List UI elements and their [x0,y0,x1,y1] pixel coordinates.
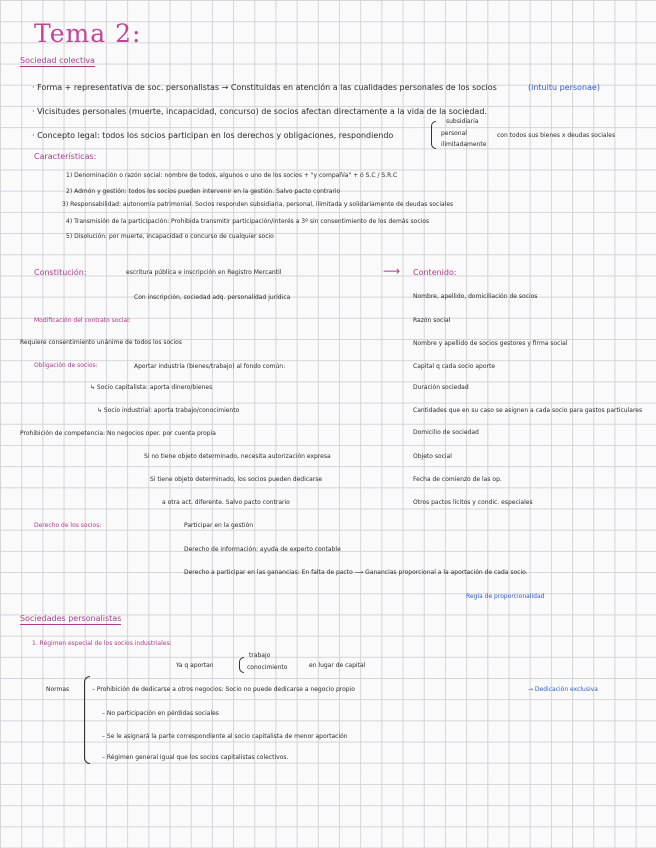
section-heading-contenido: Contenido: [413,268,457,277]
section-heading-personalistas: Sociedades personalistas [20,614,122,623]
contenido-item: Fecha de comienzo de las op. [413,476,502,483]
contenido-item: Domicilio de sociedad [413,429,479,436]
note-intuitu-personae: (intuitu personae) [528,83,600,92]
note-escritura: escritura pública e inscripción en Registro Mercantil [126,269,282,276]
section-heading-regimen: 1. Régimen especial de los socios industriales: [32,640,172,647]
contenido-item: Duración sociedad [413,384,469,391]
section-heading-modificacion: Modificación del contrato social: [34,317,131,324]
section-heading-obligacion: Obligación de socios: [34,362,98,369]
note-aportar: Aportar industria (bienes/trabajo) al fondo común: [134,363,286,370]
note-socio-capitalista: ↳ Socio capitalista: aporta dinero/bienes [90,384,213,391]
norma-item: – Régimen general igual que los socios capitalistas colectivos. [102,754,289,761]
note-si-objeto: Si tiene objeto determinado, los socios pueden dedicarse [150,476,323,483]
contenido-item: Nombre, apellido, domiciliación de socios [413,293,538,300]
note-forma: · Forma + representativa de soc. personalistas → Constituidas en atención a las cualidades personales de los socios [32,83,497,92]
section-heading-constitucion: Constitución: [34,268,87,277]
caracteristica-item: 1) Denominación o razón social: nombre de todos, algunos o uno de los socios + "y compañía" + ó S.C / S.R.C [66,172,398,179]
brace [239,657,244,673]
contenido-item: Razón social [413,317,451,324]
note-trabajo: trabajo [249,652,271,659]
brace [84,676,90,764]
resp-personal: personal [441,130,467,137]
note-prohibicion: Prohibición de competencia: No negocios oper. por cuenta propia [20,430,216,437]
note-regla-proporcionalidad: Regla de proporcionalidad [466,593,545,600]
derecho-informacion: Derecho de información: ayuda de experto contable [184,546,341,553]
section-heading-derecho: Derecho de los socios: [34,522,102,529]
contenido-item: Cantidades que en su caso se asignen a cada socio para gastos particulares [413,407,643,414]
contenido-item: Nombre y apellido de socios gestores y firma social [413,340,568,347]
section-heading-sociedad-colectiva: Sociedad colectiva [20,56,95,65]
caracteristica-item: 4) Transmisión de la participación: Prohibida transmitir participación/interés a 3º sin consentimiento de los demás socios [66,218,430,225]
label-normas: Normas [46,686,70,693]
caracteristica-item: 2) Admón y gestión: todos los socios pueden intervenir en la gestión. Salvo pacto contrario [66,188,341,195]
note-concepto-legal: · Concepto legal: todos los socios participan en los derechos y obligaciones, respondiendo [32,131,394,140]
contenido-item: Otros pactos lícitos y condic. especiales [413,499,533,506]
resp-ilimitada: ilimitadamente [441,141,487,148]
note-otra-actividad: a otra act. diferente. Salvo pacto contrario [162,499,290,506]
page-title: Tema 2: [34,19,142,48]
caracteristica-item: 5) Disolución: por muerte, incapacidad o concurso de cualquier socio [66,233,274,240]
derecho-participar: Participar en la gestión [184,522,254,529]
resp-subsidiaria: subsidiaria [446,118,479,125]
note-vicisitudes: · Vicisitudes personales (muerte, incapacidad, concurso) de socios afectan directamente a la vida de la sociedad. [32,107,487,116]
norma-item: – Se le asignará la parte correspondiente al socio capitalista de menor aportación [102,733,348,740]
section-heading-caracteristicas: Características: [34,152,97,161]
note-aportan-post: en lugar de capital [309,662,366,669]
note-requiere: Requiere consentimiento unánime de todos los socios [20,339,182,346]
note-socio-industrial: ↳ Socio industrial: aporta trabajo/conocimiento [97,407,240,414]
note-concepto-end: con todos sus bienes x deudas sociales [497,132,616,139]
contenido-item: Objeto social [413,453,452,460]
note-conocimiento: conocimiento [247,664,288,671]
contenido-item: Capital q cada socio aporte [413,363,496,370]
brace [431,121,436,149]
caracteristica-item: 3) Responsabilidad: autonomía patrimonial. Socios responden subsidiaria, personal, ilimitada y solidariamente de deudas sociales [62,201,454,208]
arrow-icon: ⟶ [383,264,401,278]
note-inscripcion: Con inscripción, sociedad adq. personalidad jurídica [134,294,291,301]
note-aportan: Ya q aportan [176,662,214,669]
derecho-ganancias: Derecho a participar en las ganancias: En falta de pacto ⟶ Ganancias proporcional a la aportación de cada socio. [184,569,528,576]
norma-item: – No participación en pérdidas sociales [102,710,219,717]
norma-item: – Prohibición de dedicarse a otros negocios: Socio no puede dedicarse a negocio propio [92,686,355,693]
note-si-no-objeto: Si no tiene objeto determinado, necesita autorización expresa [144,453,331,460]
note-dedicacion-exclusiva: → Dedicación exclusiva [528,686,598,693]
